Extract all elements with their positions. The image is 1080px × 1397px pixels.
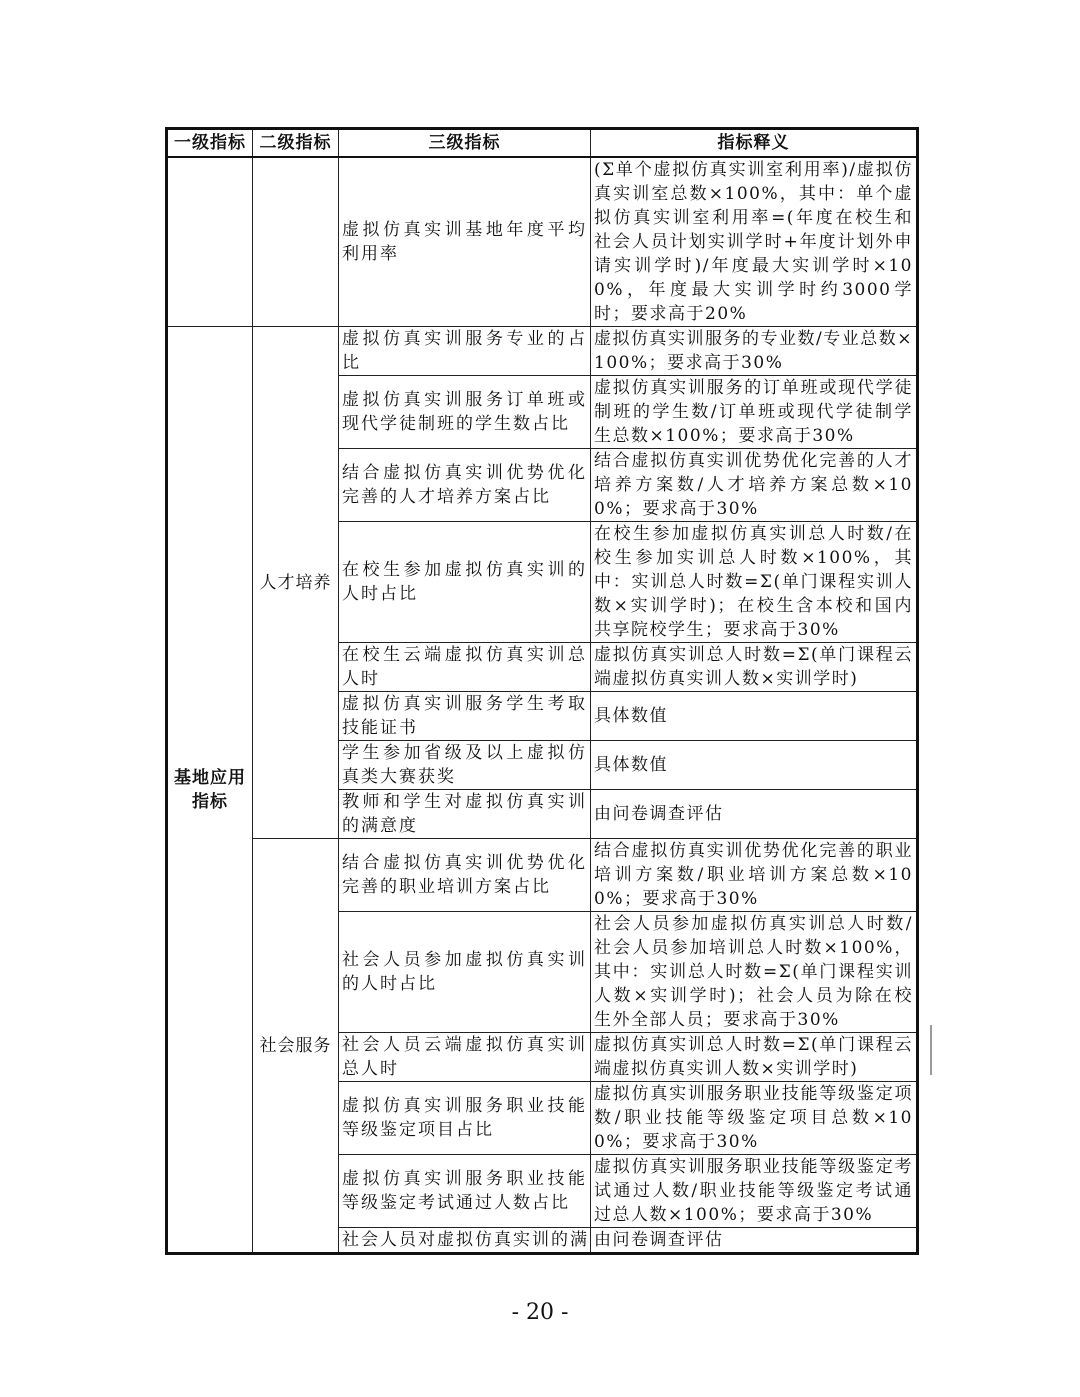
level3-indicator: 社会人员对虚拟仿真实训的满 bbox=[339, 1228, 591, 1254]
indicator-definition: (Σ单个虚拟仿真实训室利用率)/虚拟仿真实训室总数×100%，其中：单个虚拟仿真实训室利用率=(年度在校生和社会人员计划实训学时+年度计划外申请实训学时)/年度最大实训学时×100%，年度最大实训学时约3000学时；要求高于20% bbox=[591, 157, 918, 327]
level1-indicator: 基地应用指标 bbox=[167, 327, 253, 1254]
level3-indicator: 虚拟仿真实训服务职业技能等级鉴定项目占比 bbox=[339, 1082, 591, 1155]
level3-indicator: 在校生云端虚拟仿真实训总人时 bbox=[339, 643, 591, 692]
level3-indicator: 社会人员云端虚拟仿真实训总人时 bbox=[339, 1033, 591, 1082]
indicator-definition: 虚拟仿真实训服务的专业数/专业总数×100%；要求高于30% bbox=[591, 327, 918, 376]
table-row bbox=[167, 327, 918, 376]
indicator-definition: 由问卷调查评估 bbox=[591, 790, 918, 839]
indicator-table bbox=[165, 127, 919, 1255]
indicator-definition: 虚拟仿真实训服务职业技能等级鉴定项数/职业技能等级鉴定项目总数×100%；要求高于30% bbox=[591, 1082, 918, 1155]
indicator-definition: 具体数值 bbox=[591, 692, 918, 741]
level3-indicator: 学生参加省级及以上虚拟仿真类大赛获奖 bbox=[339, 741, 591, 790]
indicator-definition: 社会人员参加虚拟仿真实训总人时数/社会人员参加培训总人时数×100%，其中：实训总人时数=Σ(单门课程实训人数×实训学时)；社会人员为除在校生外全部人员；要求高于30% bbox=[591, 912, 918, 1033]
indicator-definition: 虚拟仿真实训总人时数=Σ(单门课程云端虚拟仿真实训人数×实训学时) bbox=[591, 1033, 918, 1082]
header-level2: 二级指标 bbox=[253, 129, 339, 158]
indicator-definition: 结合虚拟仿真实训优势优化完善的人才培养方案数/人才培养方案总数×100%；要求高于30% bbox=[591, 449, 918, 522]
indicator-definition: 虚拟仿真实训服务的订单班或现代学徒制班的学生数/订单班或现代学徒制学生总数×100%；要求高于30% bbox=[591, 376, 918, 449]
table-row bbox=[167, 839, 918, 912]
level3-indicator: 社会人员参加虚拟仿真实训的人时占比 bbox=[339, 912, 591, 1033]
level3-indicator: 虚拟仿真实训服务专业的占比 bbox=[339, 327, 591, 376]
level2-indicator-talent: 人才培养 bbox=[253, 327, 339, 839]
header-level3: 三级指标 bbox=[339, 129, 591, 158]
table-header-row bbox=[167, 129, 918, 158]
indicator-definition: 虚拟仿真实训服务职业技能等级鉴定考试通过人数/职业技能等级鉴定考试通过总人数×100%；要求高于30% bbox=[591, 1155, 918, 1228]
level3-indicator: 虚拟仿真实训基地年度平均利用率 bbox=[339, 157, 591, 327]
level3-indicator: 虚拟仿真实训服务订单班或现代学徒制班的学生数占比 bbox=[339, 376, 591, 449]
page-number: - 20 - bbox=[511, 1300, 569, 1325]
level2-indicator-social: 社会服务 bbox=[253, 839, 339, 1254]
level3-indicator: 在校生参加虚拟仿真实训的人时占比 bbox=[339, 522, 591, 643]
indicator-definition: 在校生参加虚拟仿真实训总人时数/在校生参加实训总人时数×100%，其中：实训总人时数=Σ(单门课程实训人数×实训学时)；在校生含本校和国内共享院校学生；要求高于30% bbox=[591, 522, 918, 643]
level3-indicator: 结合虚拟仿真实训优势优化完善的人才培养方案占比 bbox=[339, 449, 591, 522]
level2-cell-empty bbox=[253, 157, 339, 327]
indicator-definition: 虚拟仿真实训总人时数=Σ(单门课程云端虚拟仿真实训人数×实训学时) bbox=[591, 643, 918, 692]
header-definition: 指标释义 bbox=[591, 129, 918, 158]
level3-indicator: 结合虚拟仿真实训优势优化完善的职业培训方案占比 bbox=[339, 839, 591, 912]
level1-cell-empty bbox=[167, 157, 253, 327]
indicator-definition: 由问卷调查评估 bbox=[591, 1228, 918, 1254]
level3-indicator: 虚拟仿真实训服务职业技能等级鉴定考试通过人数占比 bbox=[339, 1155, 591, 1228]
table-row bbox=[167, 157, 918, 327]
indicator-definition: 结合虚拟仿真实训优势优化完善的职业培训方案数/职业培训方案总数×100%；要求高于30% bbox=[591, 839, 918, 912]
level3-indicator: 虚拟仿真实训服务学生考取技能证书 bbox=[339, 692, 591, 741]
header-level1: 一级指标 bbox=[167, 129, 253, 158]
level3-indicator: 教师和学生对虚拟仿真实训的满意度 bbox=[339, 790, 591, 839]
scroll-indicator[interactable] bbox=[930, 1025, 932, 1075]
indicator-definition: 具体数值 bbox=[591, 741, 918, 790]
